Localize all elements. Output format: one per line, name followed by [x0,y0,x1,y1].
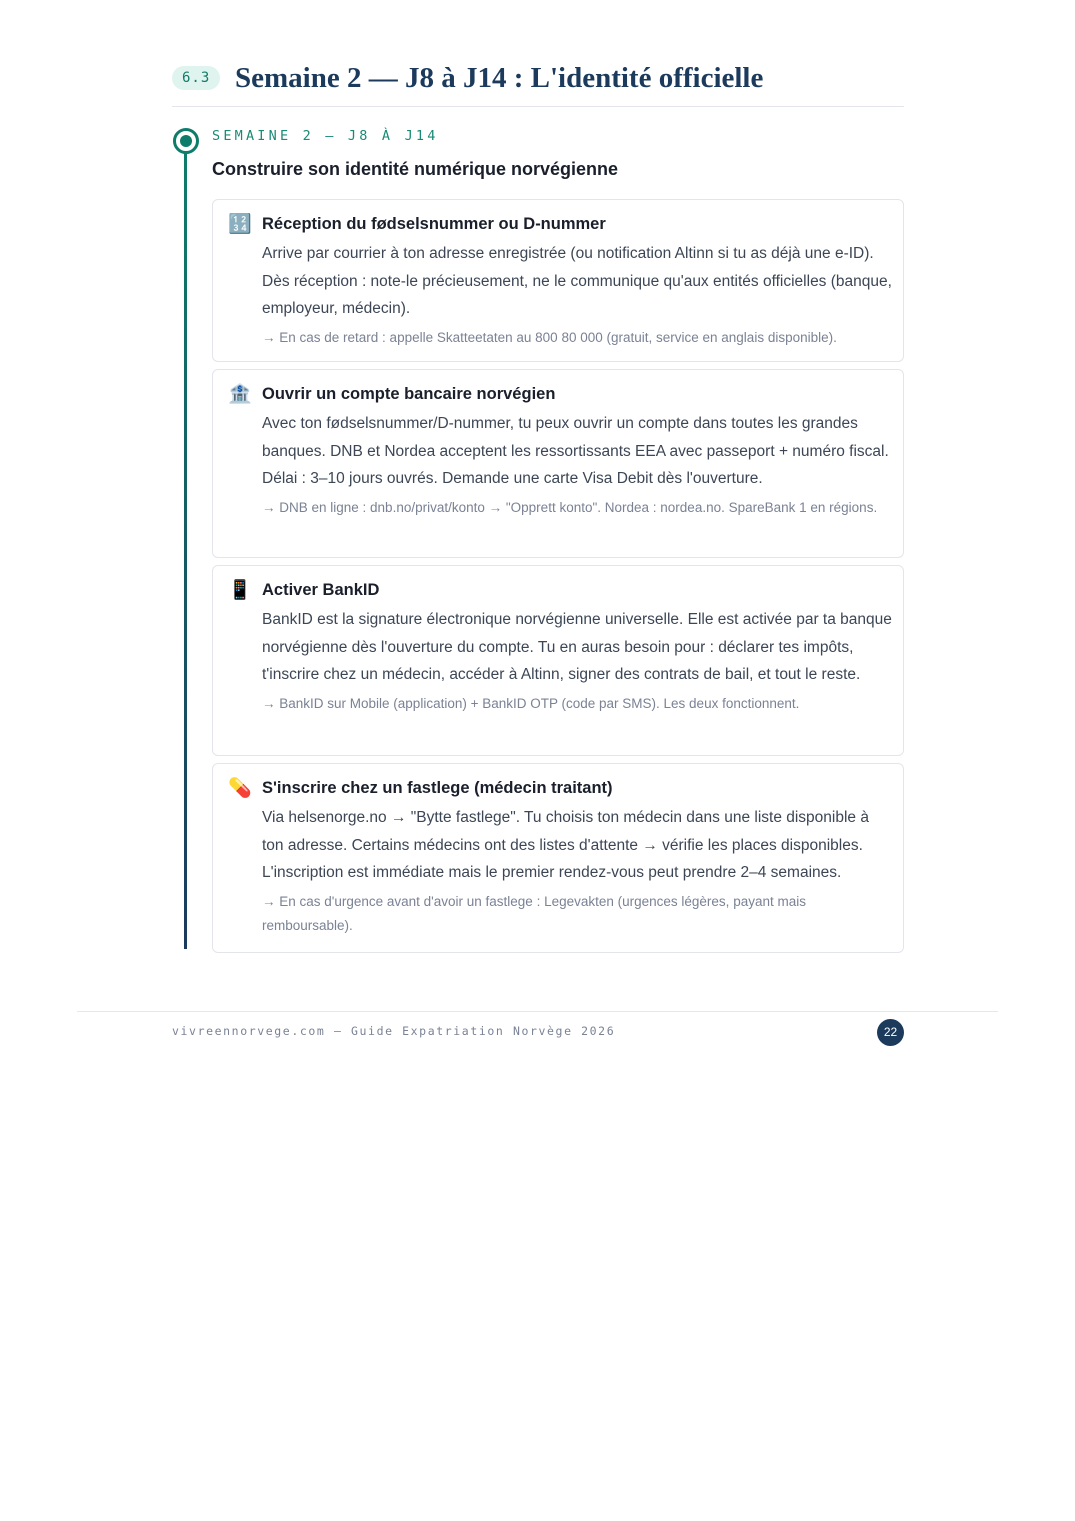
card-title: S'inscrire chez un fastlege (médecin traitant) [262,779,613,797]
input-numbers-icon: 🔢 [228,214,252,235]
step-card-fodselsnummer [212,199,904,362]
card-body [262,579,892,716]
step-card-fastlege [212,763,904,953]
footer-divider [77,1011,998,1012]
card-text: Avec ton fødselsnummer/D-nummer, tu peux ouvrir un compte dans toutes les grandes banques. DNB et Nordea acceptent les ressortissants EEA avec passeport + numéro fiscal. Délai : 3–10 jours ouvrés. Demande une carte Visa Debit dès l'ouverture. [262,415,889,487]
card-body [262,383,892,520]
card-text: Arrive par courrier à ton adresse enregistrée (ou notification Altinn si tu as déjà une e-ID). Dès réception : note-le précieusement, ne le communique qu'aux entités officielles (banque, employeur, médecin). [262,245,892,317]
card-title: Activer BankID [262,581,380,599]
mobile-phone-icon: 📱 [228,580,252,601]
section-number-badge: 6.3 [172,66,220,90]
card-note: → BankID sur Mobile (application) + BankID OTP (code par SMS). Les deux fonctionnent. [262,695,800,711]
footer-text: vivreennorvege.com — Guide Expatriation Norvège 2026 [172,1024,616,1038]
timeline-dot-icon [173,128,199,154]
page-number-badge: 22 [877,1019,904,1046]
bank-icon: 🏦 [228,384,252,405]
week-label: SEMAINE 2 — J8 À J14 [212,128,439,144]
card-note: → DNB en ligne : dnb.no/privat/konto → "Opprett konto". Nordea : nordea.no. SpareBank 1 en régions. [262,499,878,515]
card-title: Réception du fødselsnummer ou D-nummer [262,215,606,233]
step-card-bank-account [212,369,904,558]
card-note: → En cas de retard : appelle Skatteetaten au 800 80 000 (gratuit, service en anglais disponible). [262,329,837,345]
week-title: Construire son identité numérique norvégienne [212,159,619,179]
section-header [172,58,904,107]
card-text: Via helsenorge.no → "Bytte fastlege". Tu choisis ton médecin dans une liste disponible à ton adresse. Certains médecins ont des listes d'attente → vérifie les places disponibles. L'inscription est immédiate mais le premier rendez-vous peut prendre 2–4 semaines. [262,809,869,881]
card-note: → En cas d'urgence avant d'avoir un fastlege : Legevakten (urgences légères, payant mais remboursable). [262,893,806,933]
card-body [262,777,892,939]
step-card-bankid [212,565,904,756]
section-title: Semaine 2 — J8 à J14 : L'identité officielle [235,62,764,94]
timeline-line [184,152,187,949]
card-title: Ouvrir un compte bancaire norvégien [262,385,556,403]
card-body [262,213,892,350]
card-text: BankID est la signature électronique norvégienne universelle. Elle est activée par ta banque norvégienne dès l'ouverture du compte. Tu en auras besoin pour : déclarer tes impôts, t'inscrire chez un médecin, accéder à Altinn, signer des contrats de bail, et tout le reste. [262,611,892,683]
pill-icon: 💊 [228,778,252,799]
